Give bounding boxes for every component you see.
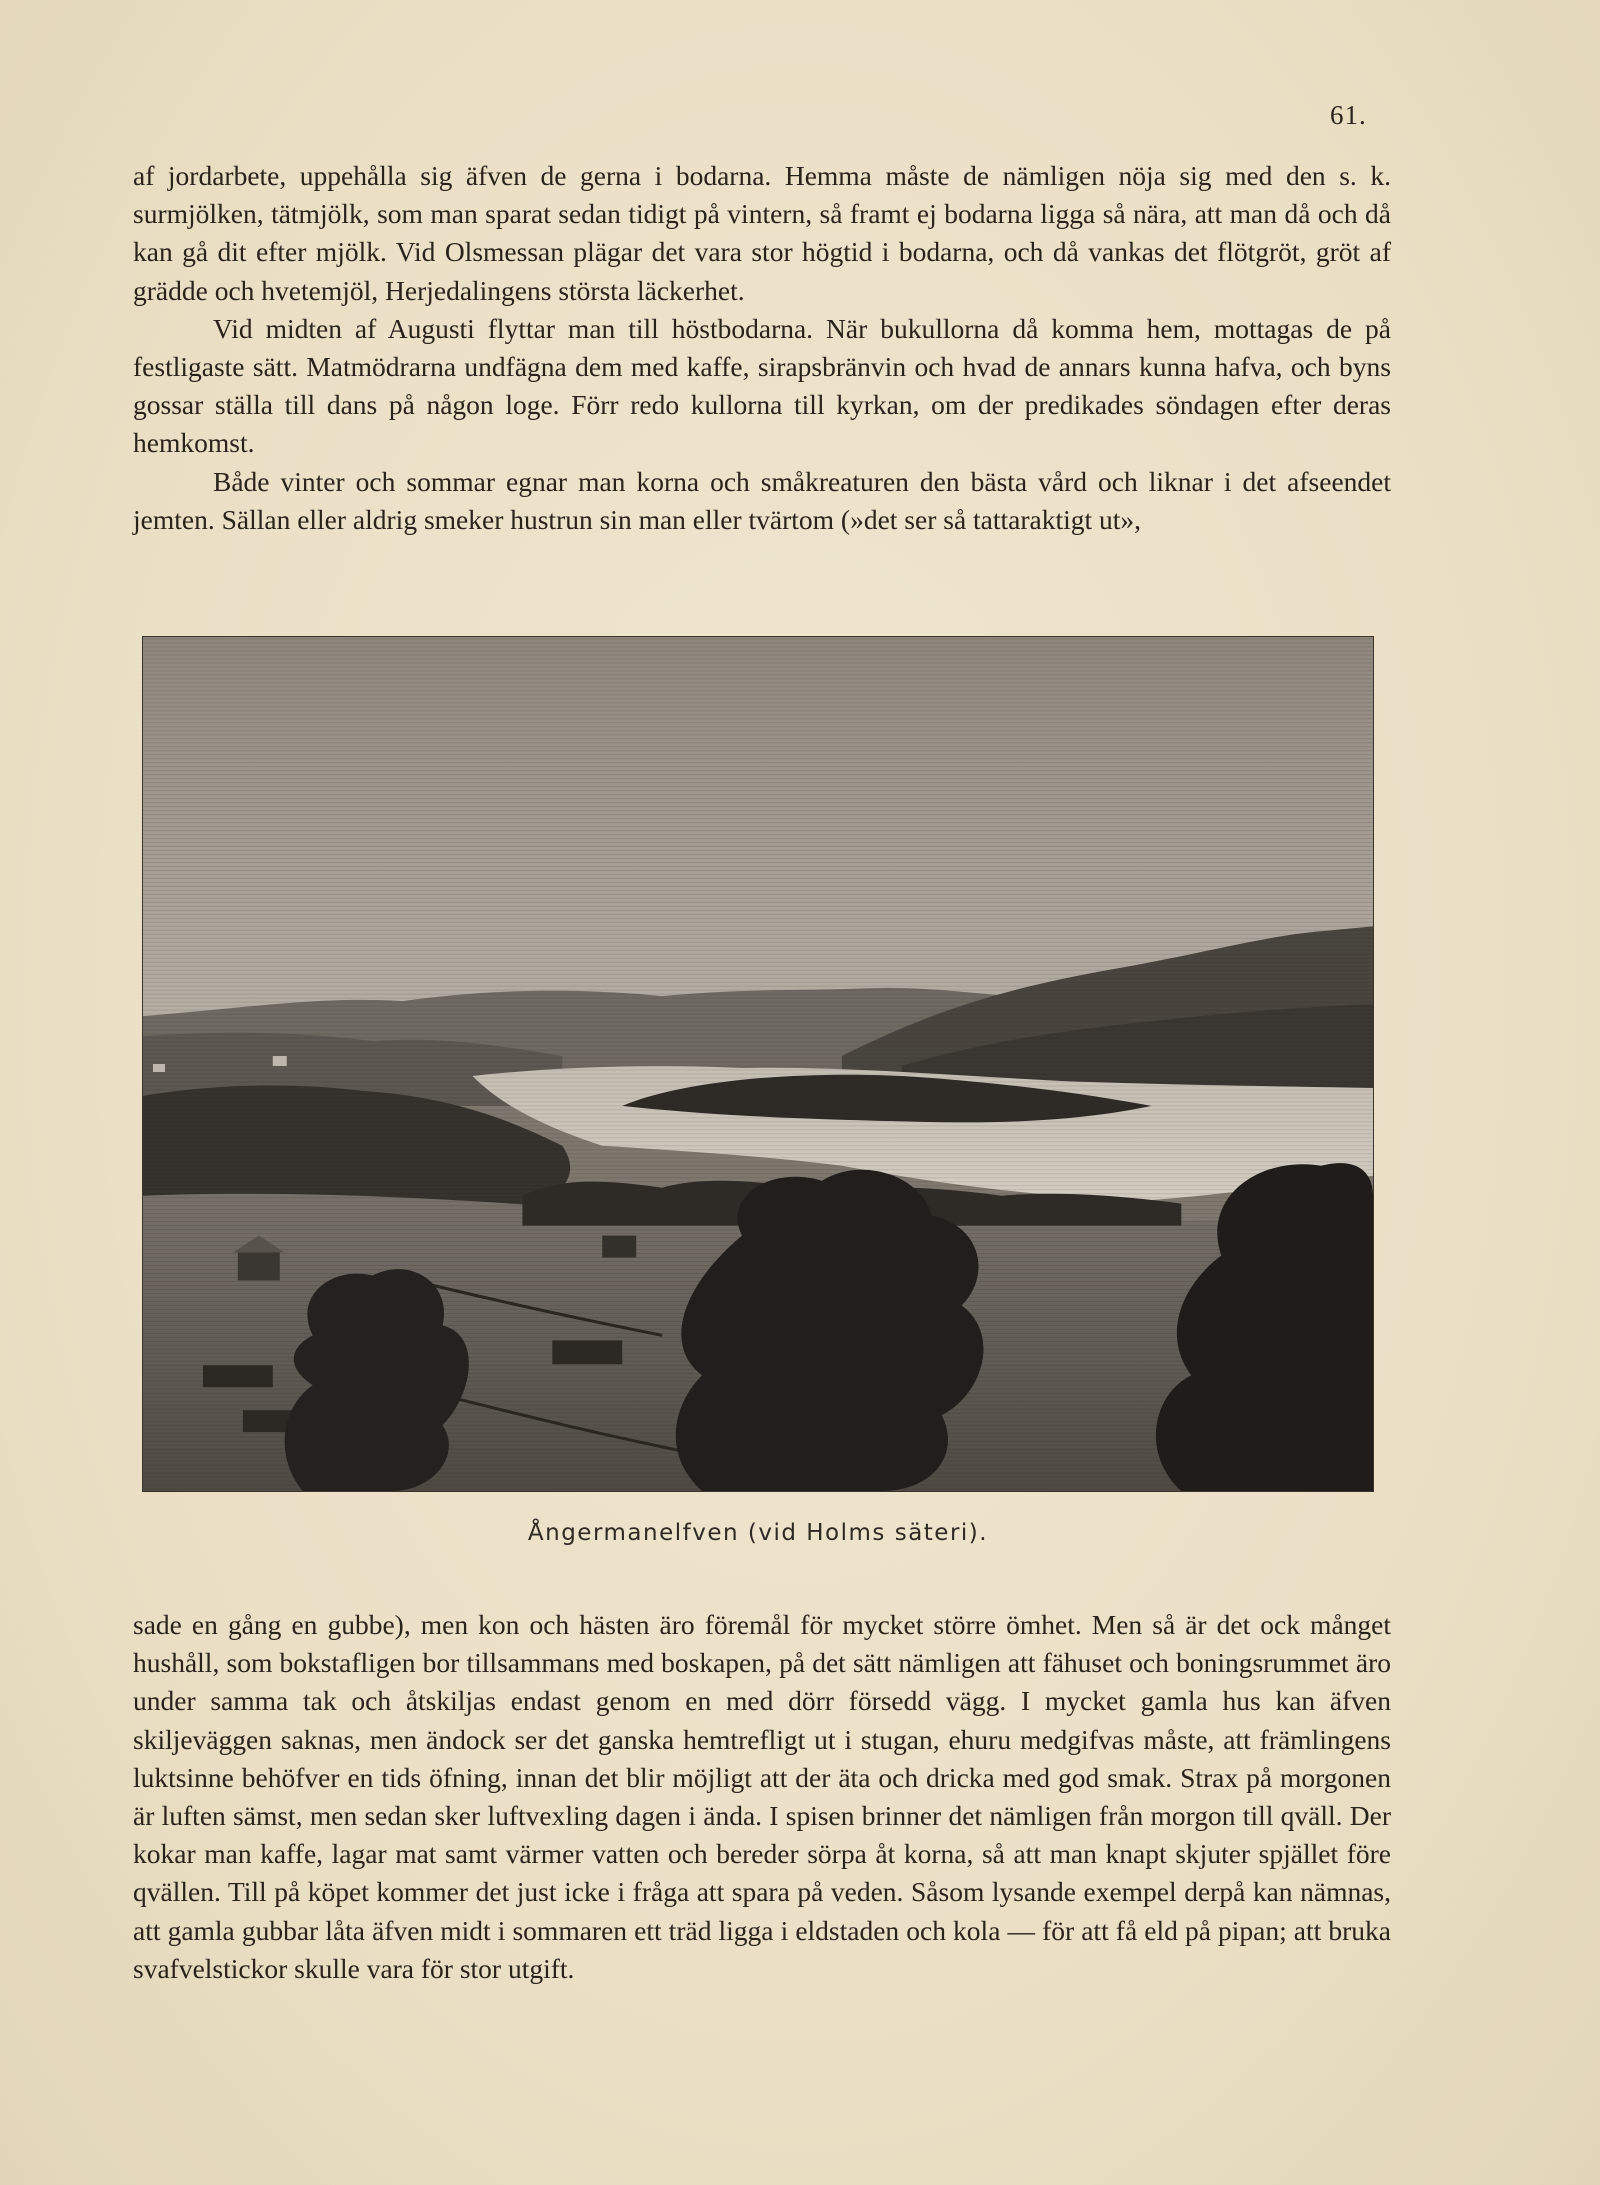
paragraph: Vid midten af Augusti flyttar man till höstbodarna. När bukullorna då komma hem, mottagas de på festligaste sätt. Matmödrarna undfägna dem med kaffe, sirapsbränvin och hvad de annars kunna hafva, och byns gossar ställa till dans på någon loge. Förr redo kullorna till kyrkan, om der predikades söndagen efter deras hemkomst. [133, 312, 1391, 459]
landscape-engraving [142, 636, 1374, 1492]
page-number: 61. [1330, 100, 1367, 130]
paragraph: sade en gång en gubbe), men kon och hästen äro föremål för mycket större ömhet. Men så är det ock månget hushåll, som bokstafligen bor tillsammans med boskapen, på det sätt nämligen att fähuset och boningsrummet äro under samma tak och åtskiljas endast genom en med dörr försedd vägg. I mycket gamla hus kan äfven skiljeväggen saknas, men ändock ser det ganska hemtrefligt ut i stugan, ehuru medgifvas måste, att främlingens luktsinne behöfver en tids öfning, innan det blir möjligt att der äta och dricka med god smak. Strax på morgonen är luften sämst, men sedan sker luftvexling dagen i ända. I spisen brinner det nämligen från morgon till qväll. Der kokar man kaffe, lagar mat samt värmer vatten och bereder sörpa åt korna, så att man knapt skjuter spjället före qvällen. Till på köpet kommer det just icke i fråga att spara på veden. Såsom lysande exempel derpå kan nämnas, att gamla gubbar låta äfven midt i sommaren ett träd ligga i eldstaden och kola — för att få eld på pipan; att bruka svafvelstickor skulle vara för stor utgift. [133, 1609, 1391, 1984]
figure-caption: Ångermanelfven (vid Holms säteri). [527, 1520, 989, 1546]
bottom-text-block [133, 1606, 1391, 1988]
paragraph: Både vinter och sommar egnar man korna och småkreaturen den bästa vård och liknar i det afseendet jemten. Sällan eller aldrig smeker hustrun sin man eller tvärtom (»det ser så tattaraktigt ut», [133, 465, 1391, 535]
top-text-block [133, 157, 1391, 539]
river-valley-illustration [143, 637, 1373, 1491]
paragraph: af jordarbete, uppehålla sig äfven de gerna i bodarna. Hemma måste de nämligen nöja sig med den s. k. surmjölken, tätmjölk, som man sparat sedan tidigt på vintern, så framt ej bodarna ligga så nära, att man då och då kan gå dit efter mjölk. Vid Olsmessan plägar det vara stor högtid i bodarna, och då vankas det flötgröt, gröt af grädde och hvetemjöl, Herjedalingens största läckerhet. [133, 160, 1391, 306]
